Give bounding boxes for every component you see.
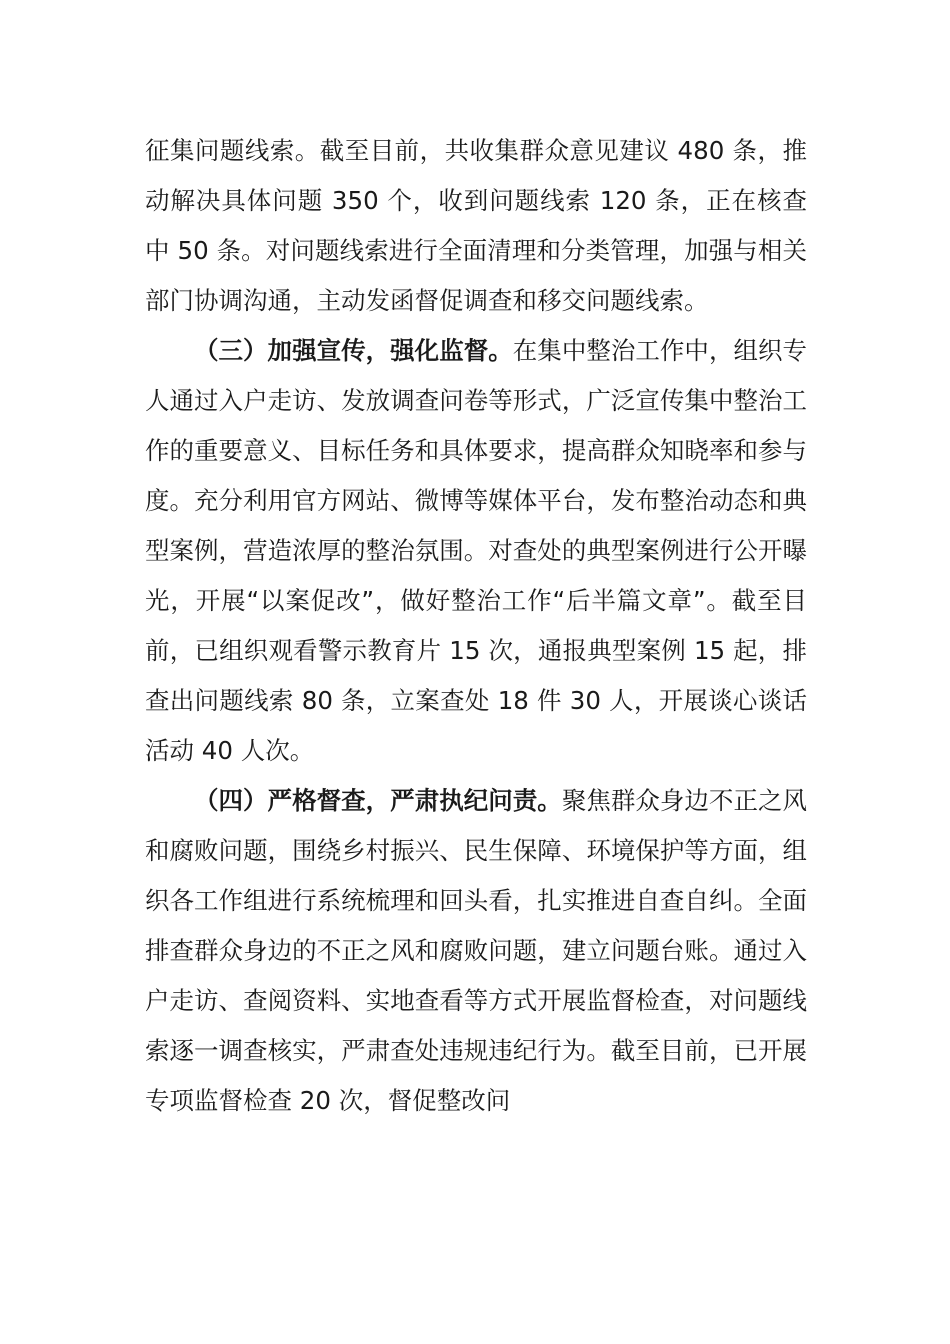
paragraph-text: 在集中整治工作中，组织专人通过入户走访、发放调查问卷等形式，广泛宣传集中整治工作的重要意义、目标任务和具体要求，提高群众知晓率和参与度。充分利用官方网站、微博等媒体平台，发布整治动态和典型案例，营造浓厚的整治氛围。对查处的典型案例进行公开曝光，开展“以案促改”，做好整治工作“后半篇文章”。截至目前，已组织观看警示教育片 15 次，通报典型案例 15 起，排查出问题线索 80 条，立案查处 18 件 30 人，开展谈心谈话活动 40 人次。 (145, 336, 808, 765)
section-heading: （四）严格督查，严肃执纪问责。 (194, 786, 562, 815)
paragraph-continuation (145, 126, 807, 326)
document-body (145, 126, 807, 1126)
paragraph-text: 征集问题线索。截至目前，共收集群众意见建议 480 条，推动解决具体问题 350 个，收到问题线索 120 条，正在核查中 50 条。对问题线索进行全面清理和分类管理，加强与相关部门协调沟通，主动发函督促调查和移交问题线索。 (145, 136, 807, 315)
paragraph-section-four (145, 776, 807, 1126)
paragraph-text: 聚焦群众身边不正之风和腐败问题，围绕乡村振兴、民生保障、环境保护等方面，组织各工作组进行系统梳理和回头看，扎实推进自查自纠。全面排查群众身边的不正之风和腐败问题，建立问题台账。通过入户走访、查阅资料、实地查看等方式开展监督检查，对问题线索逐一调查核实，严肃查处违规违纪行为。截至目前，已开展专项监督检查 20 次，督促整改问 (145, 786, 807, 1115)
section-heading: （三）加强宣传，强化监督。 (194, 336, 513, 365)
paragraph-section-three (145, 326, 807, 776)
